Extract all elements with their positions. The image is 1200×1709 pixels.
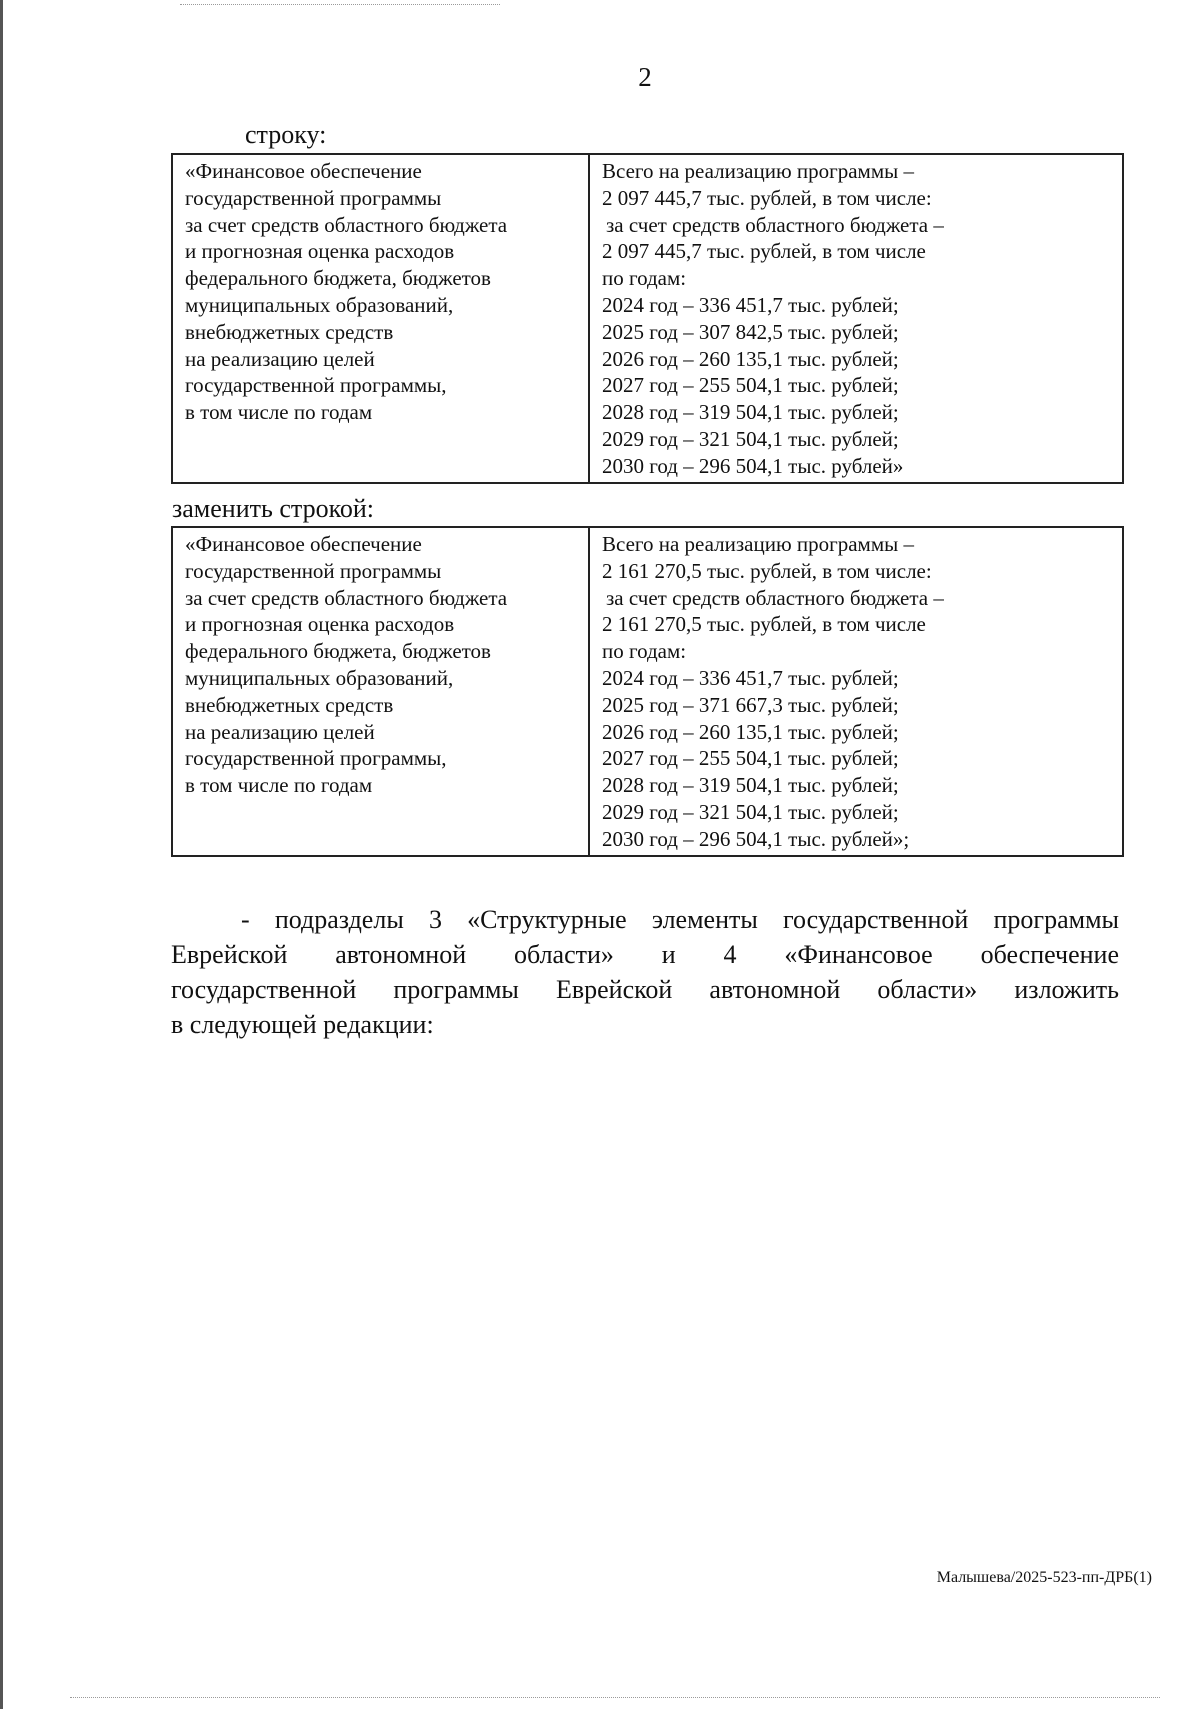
old-left-line: за счет средств областного бюджета bbox=[185, 212, 508, 237]
amendment-paragraph bbox=[171, 902, 1119, 1042]
new-funding-row-table bbox=[171, 526, 1124, 857]
new-left-line: «Финансовое обеспечение bbox=[185, 532, 422, 556]
page-number: 2 bbox=[638, 62, 652, 92]
old-right-line: 2029 год – 321 504,1 тыс. рублей; bbox=[602, 426, 899, 451]
old-left-line: и прогнозная оценка расходов bbox=[185, 239, 455, 264]
old-right-line: 2030 год – 296 504,1 тыс. рублей» bbox=[602, 453, 904, 478]
new-right-line: 2 161 270,5 тыс. рублей, в том числе: bbox=[602, 558, 932, 583]
new-left-line: муниципальных образований, bbox=[185, 665, 454, 690]
old-left-line: муниципальных образований, bbox=[185, 292, 454, 317]
old-right-line: 2027 год – 255 504,1 тыс. рублей; bbox=[602, 373, 899, 398]
scan-artifact-bottom bbox=[70, 1697, 1160, 1699]
new-right-line: 2027 год – 255 504,1 тыс. рублей; bbox=[602, 746, 899, 771]
new-right-line: по годам: bbox=[602, 639, 687, 664]
new-right-line: 2024 год – 336 451,7 тыс. рублей; bbox=[602, 665, 899, 690]
old-funding-row-table bbox=[171, 153, 1124, 484]
new-left-line: государственной программы, bbox=[185, 746, 447, 771]
new-right-line: 2 161 270,5 тыс. рублей, в том числе bbox=[602, 612, 926, 637]
paragraph-line: - подразделы 3 «Структурные элементы государственной программы bbox=[241, 905, 1119, 934]
old-right-line: 2 097 445,7 тыс. рублей, в том числе bbox=[602, 239, 926, 264]
new-right-line: 2029 год – 321 504,1 тыс. рублей; bbox=[602, 799, 899, 824]
new-row-left-cell bbox=[172, 527, 589, 856]
new-left-line: внебюджетных средств bbox=[185, 692, 394, 717]
new-right-line: 2025 год – 371 667,3 тыс. рублей; bbox=[602, 692, 899, 717]
paragraph-line: Еврейской автономной области» и 4 «Финансовое обеспечение bbox=[171, 940, 1119, 969]
paragraph-line: государственной программы Еврейской автономной области» изложить bbox=[171, 975, 1119, 1004]
old-left-line: на реализацию целей bbox=[185, 346, 375, 371]
new-right-line: 2030 год – 296 504,1 тыс. рублей»; bbox=[602, 826, 910, 851]
new-left-line: государственной программы bbox=[185, 558, 442, 583]
old-left-line: государственной программы, bbox=[185, 373, 447, 398]
new-right-line: Всего на реализацию программы – bbox=[602, 532, 914, 556]
old-right-line: 2025 год – 307 842,5 тыс. рублей; bbox=[602, 319, 899, 344]
old-left-line: «Финансовое обеспечение bbox=[185, 159, 422, 183]
new-left-line: и прогнозная оценка расходов bbox=[185, 612, 455, 637]
old-row-left-cell bbox=[172, 154, 589, 483]
new-left-line: федерального бюджета, бюджетов bbox=[185, 639, 491, 664]
old-right-line: Всего на реализацию программы – bbox=[602, 159, 914, 183]
old-right-line: по годам: bbox=[602, 266, 687, 291]
label-before-table: строку: bbox=[245, 120, 327, 149]
page-edge bbox=[0, 0, 3, 1709]
new-left-line: за счет средств областного бюджета bbox=[185, 585, 508, 610]
old-left-line: федерального бюджета, бюджетов bbox=[185, 266, 491, 291]
new-left-line: в том числе по годам bbox=[185, 773, 373, 798]
table-row bbox=[172, 527, 1123, 856]
table-row bbox=[172, 154, 1123, 483]
old-right-line: 2026 год – 260 135,1 тыс. рублей; bbox=[602, 346, 899, 371]
new-right-line: 2028 год – 319 504,1 тыс. рублей; bbox=[602, 773, 899, 798]
old-right-line: 2028 год – 319 504,1 тыс. рублей; bbox=[602, 400, 899, 425]
new-left-line: на реализацию целей bbox=[185, 719, 375, 744]
label-replace-with: заменить строкой: bbox=[172, 494, 375, 523]
paragraph-line: в следующей редакции: bbox=[171, 1010, 434, 1039]
old-right-line: 2024 год – 336 451,7 тыс. рублей; bbox=[602, 292, 899, 317]
old-left-line: государственной программы bbox=[185, 185, 442, 210]
old-row-right-cell bbox=[589, 154, 1123, 483]
document-code: Малышева/2025-523-пп-ДРБ(1) bbox=[936, 1569, 1152, 1586]
old-right-line: за счет средств областного бюджета – bbox=[606, 212, 944, 237]
old-left-line: внебюджетных средств bbox=[185, 319, 394, 344]
new-right-line: 2026 год – 260 135,1 тыс. рублей; bbox=[602, 719, 899, 744]
new-right-line: за счет средств областного бюджета – bbox=[606, 585, 944, 610]
scan-artifact-top bbox=[180, 4, 500, 6]
old-right-line: 2 097 445,7 тыс. рублей, в том числе: bbox=[602, 185, 932, 210]
old-left-line: в том числе по годам bbox=[185, 400, 373, 425]
new-row-right-cell bbox=[589, 527, 1123, 856]
